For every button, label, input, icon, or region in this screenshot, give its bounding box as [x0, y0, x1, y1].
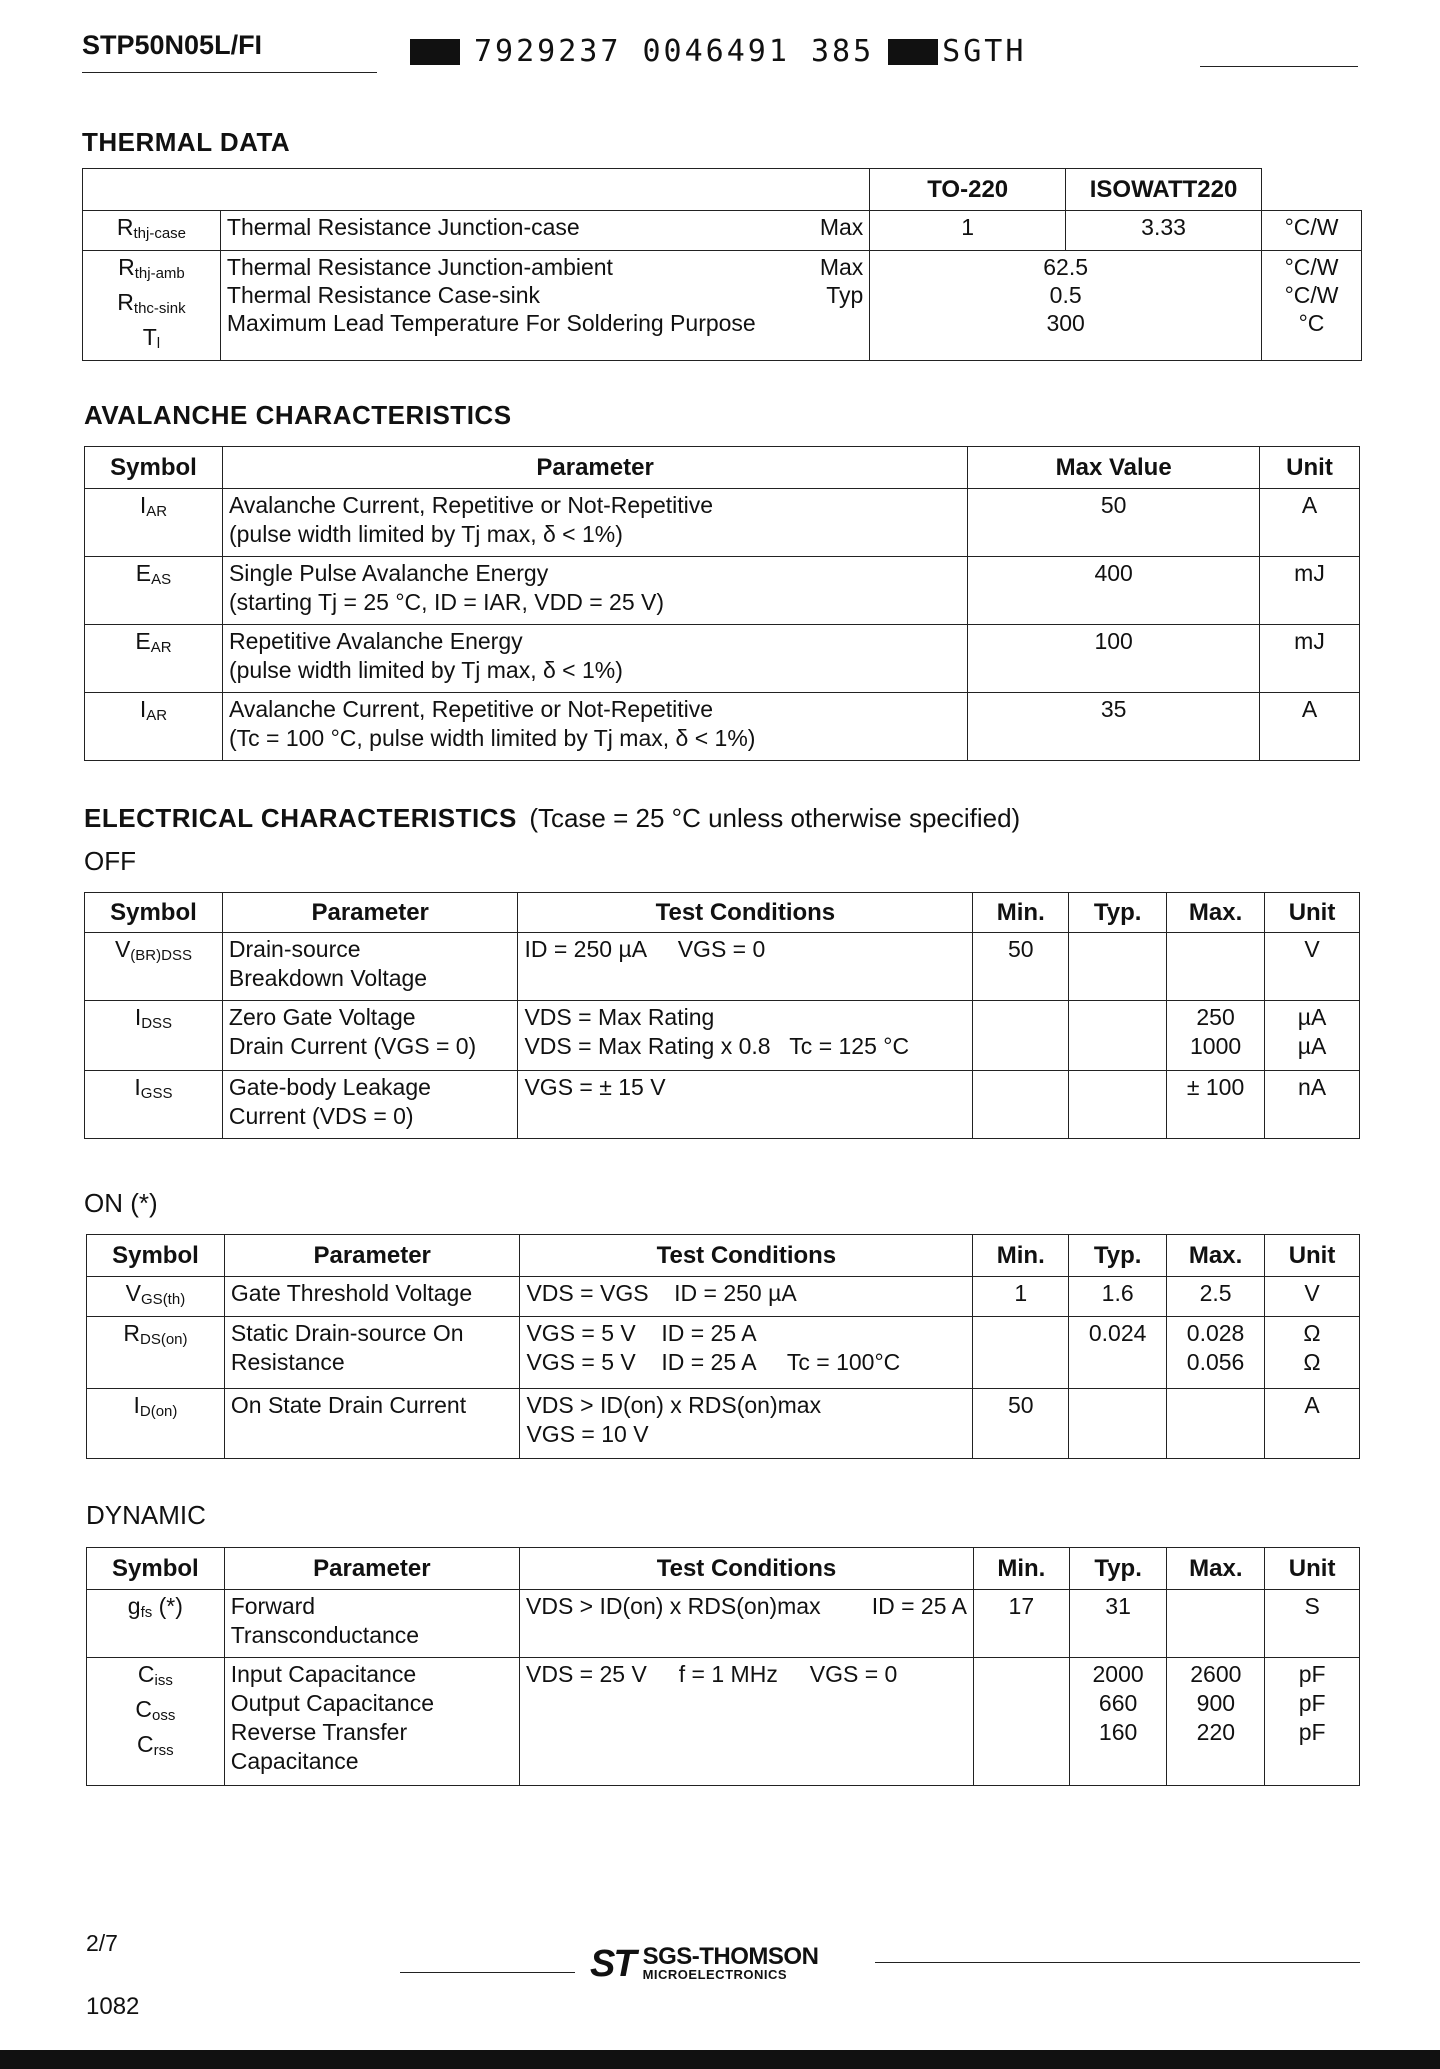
- on-cond: VDS = VGS ID = 250 µA: [520, 1277, 973, 1317]
- brand-text: [642, 1943, 819, 1982]
- on-unit: Ω Ω: [1265, 1317, 1360, 1389]
- table-row: [87, 1277, 1360, 1317]
- on-param: On State Drain Current: [224, 1389, 520, 1459]
- off-cond: ID = 250 µA VGS = 0: [518, 933, 973, 1001]
- thermal-header-blank: [83, 169, 870, 211]
- off-col-parameter: Parameter: [222, 893, 518, 933]
- off-col-symbol: Symbol: [85, 893, 223, 933]
- thermal-param: Thermal Resistance Junction-case Max: [220, 211, 869, 251]
- page-indicator: 2/7: [86, 1930, 118, 1956]
- barcode-block-right: [888, 39, 938, 65]
- dynamic-col-typ: Typ.: [1069, 1548, 1167, 1590]
- barcode-block-left: [410, 39, 460, 65]
- off-min: [973, 1071, 1069, 1139]
- thermal-units: °C/W °C/W °C: [1262, 251, 1362, 361]
- off-col-unit: Unit: [1265, 893, 1360, 933]
- table-row: [85, 1071, 1360, 1139]
- dynamic-cap-unit: pF pF pF: [1265, 1658, 1360, 1786]
- dynamic-param: Forward Transconductance: [224, 1590, 519, 1658]
- dynamic-col-symbol: Symbol: [87, 1548, 225, 1590]
- barcode-suffix: SGTH: [942, 34, 1027, 69]
- off-symbol: $I_{GSS}$: [85, 1071, 223, 1139]
- thermal-symbol: $R_{thj-case}$: [83, 211, 221, 251]
- on-col-unit: Unit: [1265, 1235, 1360, 1277]
- dynamic-cond: VDS > ID(on) x RDS(on)max ID = 25 A: [520, 1590, 974, 1658]
- on-col-min: Min.: [973, 1235, 1069, 1277]
- brand-name: SGS-THOMSON: [642, 1943, 819, 1970]
- electrical-heading: [84, 803, 1020, 834]
- avalanche-value: 100: [968, 625, 1260, 693]
- table-row: [87, 1590, 1360, 1658]
- on-typ: [1069, 1389, 1167, 1459]
- thermal-table: [82, 168, 1362, 361]
- table-row: [87, 1389, 1360, 1459]
- table-row: [85, 1001, 1360, 1071]
- dynamic-table: [86, 1547, 1360, 1786]
- table-row: [87, 1658, 1360, 1786]
- thermal-iso-value: 3.33: [1066, 211, 1262, 251]
- brand-sub: MICROELECTRONICS: [642, 1967, 788, 1982]
- avalanche-param: Repetitive Avalanche Energy (pulse width limited by Tj max, δ < 1%): [222, 625, 967, 693]
- on-typ: 0.024: [1069, 1317, 1167, 1389]
- on-col-conditions: Test Conditions: [520, 1235, 973, 1277]
- on-symbol: $I_{D(on)}$: [87, 1389, 225, 1459]
- avalanche-table: [84, 446, 1360, 761]
- dynamic-typ: 31: [1069, 1590, 1167, 1658]
- on-label: ON (*): [84, 1188, 158, 1218]
- off-unit: V: [1265, 933, 1360, 1001]
- off-typ: [1069, 1071, 1167, 1139]
- dynamic-cap-max: 2600 900 220: [1167, 1658, 1265, 1786]
- off-label: OFF: [84, 846, 136, 876]
- off-col-max: Max.: [1167, 893, 1265, 933]
- on-max: [1167, 1389, 1265, 1459]
- off-col-min: Min.: [973, 893, 1069, 933]
- avalanche-value: 50: [968, 489, 1260, 557]
- off-max: 250 1000: [1167, 1001, 1265, 1071]
- avalanche-col-parameter: Parameter: [222, 447, 967, 489]
- dynamic-unit: S: [1265, 1590, 1360, 1658]
- avalanche-col-max: Max Value: [968, 447, 1260, 489]
- header-rule-right: [1200, 66, 1358, 67]
- thermal-params: Thermal Resistance Junction-ambient Max Thermal Resistance Case-sink Typ Maximum Lead Temperature For Soldering Purpose: [220, 251, 869, 361]
- dynamic-min: 17: [973, 1590, 1069, 1658]
- footer-rule-right: [875, 1962, 1360, 1963]
- table-row: [85, 625, 1360, 693]
- dynamic-col-conditions: Test Conditions: [520, 1548, 974, 1590]
- table-row: [85, 557, 1360, 625]
- avalanche-unit: mJ: [1260, 557, 1360, 625]
- on-unit: A: [1265, 1389, 1360, 1459]
- table-row: [85, 489, 1360, 557]
- on-symbol: $V_{GS(th)}$: [87, 1277, 225, 1317]
- on-min: 50: [973, 1389, 1069, 1459]
- on-param: Gate Threshold Voltage: [224, 1277, 520, 1317]
- avalanche-unit: mJ: [1260, 625, 1360, 693]
- barcode-line: [410, 34, 1026, 69]
- on-symbol: $R_{DS(on)}$: [87, 1317, 225, 1389]
- off-max: ± 100: [1167, 1071, 1265, 1139]
- off-param: Drain-source Breakdown Voltage: [222, 933, 518, 1001]
- off-symbol: $I_{DSS}$: [85, 1001, 223, 1071]
- on-table: [86, 1234, 1360, 1459]
- barcode-text: 7929237 0046491 385: [474, 34, 875, 69]
- off-typ: [1069, 1001, 1167, 1071]
- off-col-conditions: Test Conditions: [518, 893, 973, 933]
- brand-logo: [590, 1945, 818, 1983]
- avalanche-unit: A: [1260, 693, 1360, 761]
- off-param: Zero Gate Voltage Drain Current (VGS = 0): [222, 1001, 518, 1071]
- table-row: [85, 933, 1360, 1001]
- on-col-symbol: Symbol: [87, 1235, 225, 1277]
- on-typ: 1.6: [1069, 1277, 1167, 1317]
- off-min: 50: [973, 933, 1069, 1001]
- off-typ: [1069, 933, 1167, 1001]
- st-logo-icon: ST: [590, 1943, 635, 1985]
- on-min: 1: [973, 1277, 1069, 1317]
- on-col-max: Max.: [1167, 1235, 1265, 1277]
- avalanche-col-symbol: Symbol: [85, 447, 223, 489]
- thermal-col-isowatt: ISOWATT220: [1066, 169, 1262, 211]
- off-cond: VGS = ± 15 V: [518, 1071, 973, 1139]
- dynamic-col-unit: Unit: [1265, 1548, 1360, 1590]
- on-max: 2.5: [1167, 1277, 1265, 1317]
- dynamic-col-max: Max.: [1167, 1548, 1265, 1590]
- avalanche-param: Avalanche Current, Repetitive or Not-Repetitive (Tc = 100 °C, pulse width limited by Tj max, δ < 1%): [222, 693, 967, 761]
- table-row: [83, 211, 1362, 251]
- table-row: [87, 1317, 1360, 1389]
- on-max: 0.028 0.056: [1167, 1317, 1265, 1389]
- on-cond: VDS > ID(on) x RDS(on)max VGS = 10 V: [520, 1389, 973, 1459]
- footer-rule-left: [400, 1972, 575, 1973]
- thermal-col-to220: TO-220: [870, 169, 1066, 211]
- part-number: STP50N05L/FI: [82, 30, 263, 60]
- off-table: [84, 892, 1360, 1139]
- on-param: Static Drain-source On Resistance: [224, 1317, 520, 1389]
- avalanche-col-unit: Unit: [1260, 447, 1360, 489]
- avalanche-symbol: $I_{AR}$: [85, 693, 223, 761]
- off-unit: nA: [1265, 1071, 1360, 1139]
- avalanche-param: Single Pulse Avalanche Energy (starting Tj = 25 °C, ID = IAR, VDD = 25 V): [222, 557, 967, 625]
- dynamic-cap-min: [973, 1658, 1069, 1786]
- off-max: [1167, 933, 1265, 1001]
- table-row: [85, 693, 1360, 761]
- avalanche-symbol: $I_{AR}$: [85, 489, 223, 557]
- avalanche-param: Avalanche Current, Repetitive or Not-Repetitive (pulse width limited by Tj max, δ < 1%): [222, 489, 967, 557]
- on-min: [973, 1317, 1069, 1389]
- table-row: [83, 251, 1362, 361]
- dynamic-symbol: $g_{fs}$ (*): [87, 1590, 225, 1658]
- thermal-symbols: $R_{thj-amb}$ $R_{thc-sink}$ $T_l$: [83, 251, 221, 361]
- thermal-title: THERMAL DATA: [82, 127, 291, 157]
- electrical-condition: (Tcase = 25 °C unless otherwise specified): [529, 803, 1021, 833]
- off-cond: VDS = Max Rating VDS = Max Rating x 0.8 Tc = 125 °C: [518, 1001, 973, 1071]
- off-col-typ: Typ.: [1069, 893, 1167, 933]
- avalanche-value: 400: [968, 557, 1260, 625]
- dynamic-cap-params: Input Capacitance Output Capacitance Reverse Transfer Capacitance: [224, 1658, 519, 1786]
- on-col-typ: Typ.: [1069, 1235, 1167, 1277]
- thermal-to220-value: 1: [870, 211, 1066, 251]
- avalanche-unit: A: [1260, 489, 1360, 557]
- avalanche-symbol: $E_{AR}$: [85, 625, 223, 693]
- dynamic-label: DYNAMIC: [86, 1500, 206, 1530]
- on-unit: V: [1265, 1277, 1360, 1317]
- off-symbol: $V_{(BR)DSS}$: [85, 933, 223, 1001]
- doc-number: 1082: [86, 1993, 140, 2020]
- avalanche-title: AVALANCHE CHARACTERISTICS: [84, 400, 512, 430]
- thermal-merged-values: 62.5 0.5 300: [870, 251, 1262, 361]
- off-param: Gate-body Leakage Current (VDS = 0): [222, 1071, 518, 1139]
- off-min: [973, 1001, 1069, 1071]
- header-rule-left: [82, 72, 377, 73]
- dynamic-col-min: Min.: [973, 1548, 1069, 1590]
- on-col-parameter: Parameter: [224, 1235, 520, 1277]
- avalanche-value: 35: [968, 693, 1260, 761]
- scan-edge-bar: [0, 2050, 1440, 2069]
- avalanche-symbol: $E_{AS}$: [85, 557, 223, 625]
- dynamic-max: [1167, 1590, 1265, 1658]
- off-unit: µA µA: [1265, 1001, 1360, 1071]
- thermal-header-unit-blank: [1262, 169, 1362, 211]
- dynamic-cap-typ: 2000 660 160: [1069, 1658, 1167, 1786]
- dynamic-cap-symbols: $C_{iss}$ $C_{oss}$ $C_{rss}$: [87, 1658, 225, 1786]
- thermal-unit: °C/W: [1262, 211, 1362, 251]
- electrical-title: ELECTRICAL CHARACTERISTICS: [84, 803, 517, 833]
- dynamic-col-parameter: Parameter: [224, 1548, 519, 1590]
- on-cond: VGS = 5 V ID = 25 A VGS = 5 V ID = 25 A Tc = 100°C: [520, 1317, 973, 1389]
- dynamic-cap-cond: VDS = 25 V f = 1 MHz VGS = 0: [520, 1658, 974, 1786]
